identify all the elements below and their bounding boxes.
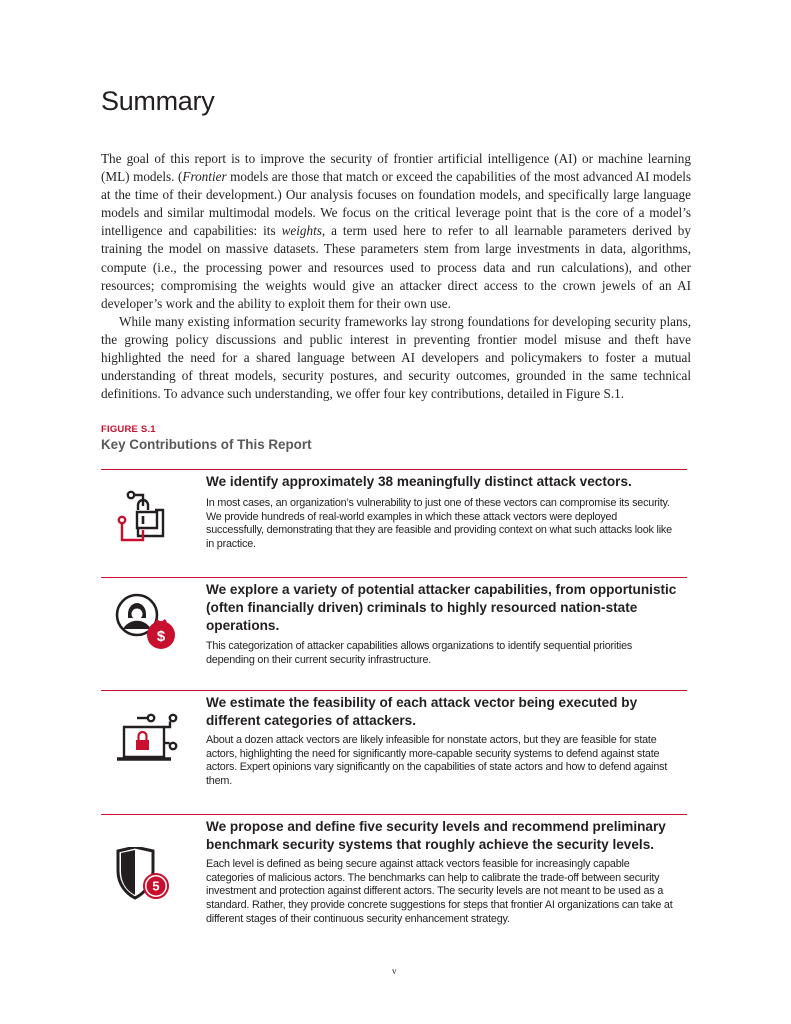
emphasis-frontier: Frontier [182, 169, 227, 185]
paragraph-1-part: The goal of this report is to improve the security of frontier artificial intelligence (AI) or machine learning (ML) models. ( [101, 151, 691, 185]
contribution-item [101, 577, 687, 686]
laptop-lock-network-icon [113, 713, 183, 774]
contribution-heading: We estimate the feasibility of each attack vector being executed by different categories of attackers. [206, 695, 638, 728]
figure-title: Key Contributions of This Report [101, 437, 312, 452]
paragraph-2: While many existing information security frameworks lay strong foundations for developing security plans, the growing policy discussions and public interest in preventing frontier model misuse and theft have highlighted the need for a shared language between AI developers and policymakers to foster a mutual understanding of threat models, security postures, and security outcomes, grounded in the same technical definitions. To advance such understanding, we offer four key contributions, detailed in Figure S.1. [101, 313, 691, 402]
contribution-description: In most cases, an organization’s vulnerability to just one of these vectors can compromise its security. We provide hundreds of real-world examples in which these attack vectors were deployed successfully, demonstrating that they are feasible and providing context on what such attacks look like in practice. [206, 497, 672, 551]
summary-body [101, 150, 691, 403]
page-number: v [392, 966, 397, 976]
contribution-heading: We explore a variety of potential attacker capabilities, from opportunistic (often financially driven) criminals to highly resourced nation-state operations. [206, 582, 677, 633]
page-title: Summary [101, 86, 215, 116]
paragraph-1-part: models are those that match or exceed the capabilities of the most advanced AI models at the time of their development.) Our analysis focuses on foundation models, and specifically large language models and similar multimodal models. We focus on the critical leverage point that is the core of a model’s intelligence and capabilities: its [101, 169, 691, 239]
svg-text:$: $ [156, 628, 166, 645]
hooded-attacker-money-icon [113, 592, 179, 659]
contribution-description: Each level is defined as being secure against attack vectors feasible for increasingly capable categories of malicious actors. The benchmarks can help to calibrate the trade-off between security investment and protection against different actors. The security levels are not meant to be used as a standard. Rather, they provide concrete suggestions for steps that frontier AI organizations can take at different stages of their continuous security enhancement strategy. [206, 858, 673, 925]
contribution-description: This categorization of attacker capabilities allows organizations to identify sequential priorities depending on their current security infrastructure. [206, 640, 633, 666]
paragraph-1 [101, 150, 691, 313]
contribution-heading: We propose and define five security levels and recommend preliminary benchmark security systems that roughly achieve the security levels. [206, 819, 666, 852]
contribution-item [101, 814, 687, 935]
contribution-description: About a dozen attack vectors are likely infeasible for nonstate actors, but they are feasible for state actors, highlighting the need for significantly more-capable security systems to defend against state actors. Expert opinions vary significantly on the capabilities of state actors and how to defend against them. [206, 734, 668, 788]
paragraph-1-part: , a term used here to refer to all learnable parameters derived by training the model on massive datasets. These parameters stem from large investments in data, algorithms, compute (i.e., the processing power and resources used to process data and run calculations), and other resources; compromising the weights would give an attacker direct access to the crown jewels of an AI developer’s work and the ability to exploit them for their own use. [101, 223, 691, 311]
contribution-item [101, 469, 687, 574]
figure-label: FIGURE S.1 [101, 424, 156, 435]
contribution-heading: We identify approximately 38 meaningfully distinct attack vectors. [206, 474, 632, 489]
contribution-item [101, 690, 687, 809]
badge-number: 5 [152, 878, 160, 894]
network-lock-icon [113, 488, 171, 551]
shield-five-icon [113, 847, 175, 908]
emphasis-weights: weights [281, 223, 322, 239]
